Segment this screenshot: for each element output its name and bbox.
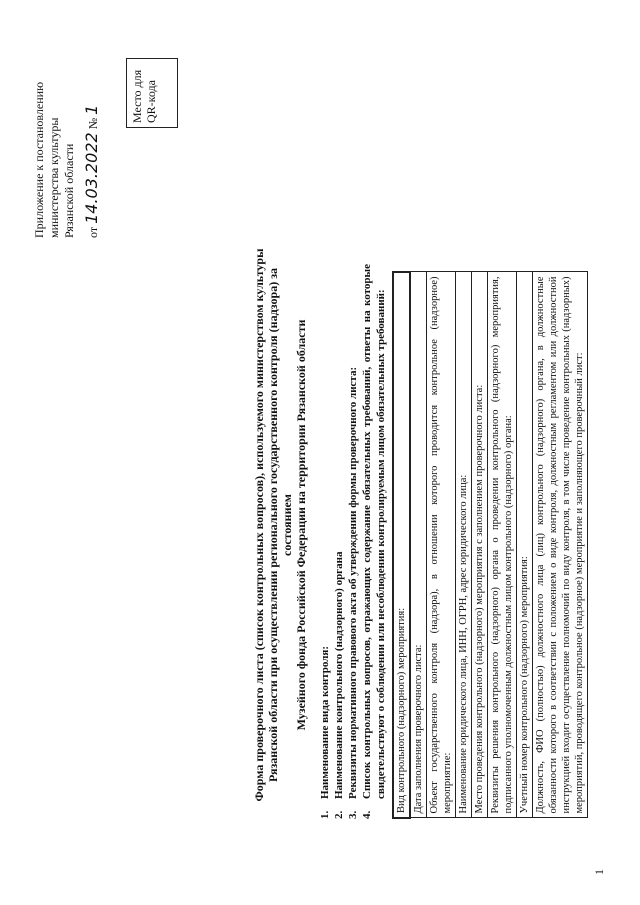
annex-line: Приложение к постановлению [32, 81, 46, 238]
qr-placeholder-box: Место для QR-кода [126, 58, 178, 128]
list-item-number: 4. [361, 810, 373, 819]
table-row [517, 272, 533, 818]
list-item-text: Наименование вида контроля: [319, 645, 331, 799]
numbered-list [318, 264, 388, 819]
table-row [488, 272, 517, 818]
table-cell: Наименование юридического лица, ИНН, ОГРН, адрес юридического лица: [456, 272, 472, 818]
table-cell: Объект государственного контроля (надзора), в отношении которого проводится контрольное (надзорное) мероприятие: [427, 272, 456, 818]
table-row [393, 272, 410, 818]
list-item [346, 264, 360, 819]
table-cell: Место проведения контрольного (надзорного) мероприятия с заполнением проверочного листа: [472, 272, 488, 818]
table-row [533, 272, 588, 818]
table-cell: Дата заполнения проверочного листа: [410, 272, 427, 818]
table-cell: Учетный номер контрольного (надзорного) мероприятия: [517, 272, 533, 818]
list-item [360, 264, 388, 819]
table-row [456, 272, 472, 818]
number-label: № [86, 117, 100, 130]
title-line: Форма проверочного листа (список контрольных вопросов), используемого министерством культуры [252, 248, 266, 802]
table-cell: Вид контрольного (надзорного) мероприятия: [393, 272, 410, 818]
table-row [427, 272, 456, 818]
date-prefix: от [86, 226, 100, 238]
list-item-number: 3. [347, 810, 359, 819]
list-item-text: Наименование контрольного (надзорного) органа [333, 551, 345, 799]
annex-header [32, 28, 77, 238]
table-row [410, 272, 427, 818]
table-cell: Реквизиты решения контрольного (надзорного) органа о проведении контрольного (надзорного) мероприятия, подписанного уполномоченным должностным лицом контрольного (надзорного) органа: [488, 272, 517, 818]
handwritten-date: 14.03.2022 [82, 132, 101, 224]
annex-date-line [82, 0, 101, 238]
list-item-text: Реквизиты нормативного правового акта об утверждении формы проверочного листа: [347, 366, 359, 799]
list-item-number: 1. [319, 810, 331, 819]
form-table [392, 271, 588, 819]
title-line: Музейного фонда Российской Федерации на территории Рязанской области [294, 319, 308, 731]
list-item [332, 264, 346, 819]
document-title [252, 245, 308, 805]
table-row [472, 272, 488, 818]
title-line: Рязанской области при осуществлении регионального государственного контроля (надзора) за состоянием [266, 267, 294, 783]
list-item-number: 2. [333, 810, 345, 819]
annex-line: Рязанской области [62, 143, 76, 238]
annex-line: министерства культуры [47, 117, 61, 238]
table-cell: Должность, ФИО (полностью) должностного лица (лиц) контрольного (надзорного) органа, в должностные обязанности которого в соответствии с положением о виде контроля, должностным регламентом или должностной инструкцией входит осуществление полномочий по виду контроля, в том числе проведение контрольных (надзорных) мероприятий, проводящего контрольное (надзорное) мероприятие и заполняющего проверочный лист: [533, 272, 588, 818]
page-number: 1 [592, 869, 606, 875]
handwritten-number: 1 [82, 104, 101, 115]
list-item-text: Список контрольных вопросов, отражающих содержание обязательных требований, ответы на которые свидетельствуют о соблюдении или несоблюдении контролируемым лицом обязательных требований: [361, 264, 387, 799]
list-item [318, 264, 332, 819]
